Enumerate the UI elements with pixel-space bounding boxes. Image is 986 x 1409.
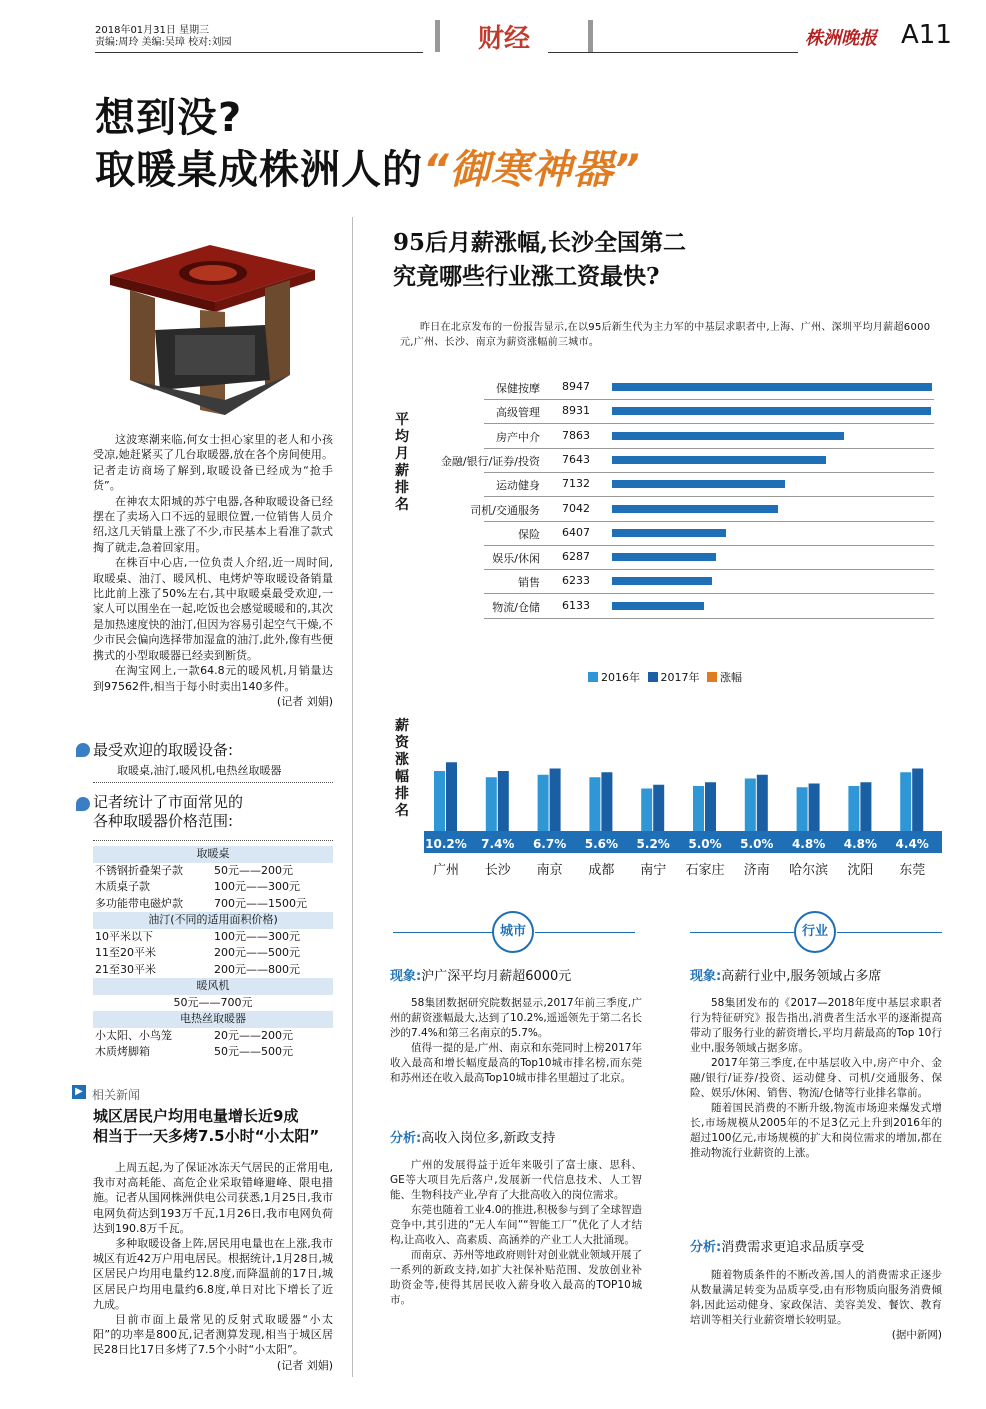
bar-2016 <box>538 775 549 831</box>
salary-bar <box>612 480 785 488</box>
price-category: 电热丝取暖器 <box>93 1011 333 1028</box>
row-rule <box>484 423 934 424</box>
price-category: 油汀(不同的适用面积价格) <box>93 912 333 929</box>
growth-pct-label: 4.8% <box>843 837 878 851</box>
price-table <box>93 846 333 1061</box>
price-row <box>93 896 333 913</box>
salary-bar <box>612 602 704 610</box>
bar-2017 <box>653 785 664 831</box>
column-divider <box>352 217 353 1377</box>
related-news-body <box>93 1160 333 1373</box>
city-label: 石家庄 <box>685 863 725 878</box>
related-title-line2: 相当于一天多烤7.5小时“小太阳” <box>93 1127 320 1145</box>
bar-2016 <box>589 777 600 831</box>
body-paragraph: 随着国民消费的不断升级,物流市场迎来爆发式增长,市场规模从2005年的不足3亿元上升到2016年的超过100亿元,市场规模的扩大和岗位需求的增加,都在推动物流行业薪资的上涨。 <box>690 1102 942 1159</box>
row-rule <box>484 472 934 473</box>
price-name: 21至30平米 <box>95 962 156 976</box>
price-value: 700元——1500元 <box>214 896 307 910</box>
legend-label: 2017年 <box>660 671 700 684</box>
price-row <box>93 1044 333 1061</box>
related-title-line1: 城区居民户均用电量增长近9成 <box>93 1107 299 1125</box>
bar-2017 <box>446 762 457 831</box>
heading-text: 消费需求更追求品质享受 <box>721 1240 865 1255</box>
header-meta <box>95 25 231 49</box>
chart1-ylabel: 平均月薪排名 <box>395 412 409 513</box>
bar-2016 <box>900 772 911 831</box>
salary-category-label: 销售 <box>518 576 540 590</box>
growth-pct-label: 5.0% <box>688 837 722 851</box>
city-label: 长沙 <box>484 863 511 878</box>
industry-tag: 行业 <box>794 911 836 953</box>
salary-bar-row <box>410 500 940 524</box>
headline-accent: “御寒神器” <box>423 147 641 193</box>
salary-value-label: 8947 <box>562 380 590 393</box>
salary-value-label: 8931 <box>562 404 590 418</box>
bar-2017 <box>757 775 768 831</box>
growth-bar-chart <box>424 680 942 880</box>
row-rule <box>484 496 934 497</box>
salary-title-line1: 95后月薪涨幅,长沙全国第二 <box>393 229 687 256</box>
news-paragraph: 目前市面上最常见的反射式取暖器“小太阳”的功率是800瓦,记者测算发现,相当于城区居民28日比17日多烤了7.5个小时“小太阳”。 <box>93 1313 333 1357</box>
news-paragraph: 上周五起,为了保证冰冻天气居民的正常用电,我市对高耗能、高危企业采取错峰避峰、限电措施。记者从国网株洲供电公司获悉,1月25日,我市电网负荷达到193万千瓦,1月26日,我市电网负荷达到190.8万千瓦。 <box>93 1161 333 1235</box>
salary-bar <box>612 432 844 440</box>
industry-credit: (据中新网) <box>891 1329 942 1341</box>
growth-pct-label: 4.8% <box>791 837 826 851</box>
body-paragraph: 值得一提的是,广州、南京和东莞同时上榜2017年收入最高和增长幅度最高的Top10城市排名榜,而东莞和苏州还在收入最高Top10城市排名里超过了北京。 <box>390 1042 642 1084</box>
salary-bar <box>612 407 931 415</box>
bar-2017 <box>550 769 561 832</box>
growth-pct-label: 4.4% <box>895 837 929 851</box>
city-label: 南宁 <box>640 863 667 878</box>
issue-date: 2018年01月31日 星期三 <box>95 25 210 36</box>
price-value: 20元——200元 <box>214 1028 293 1042</box>
salary-bar <box>612 505 778 513</box>
salary-value-label: 7042 <box>562 501 590 515</box>
headline-line2-prefix: 取暖桌成株洲人的 <box>95 147 423 193</box>
salary-bar-row <box>410 427 940 451</box>
related-news-title <box>93 1106 319 1146</box>
price-title-line1: 记者统计了市面常见的 <box>93 793 244 811</box>
headline-line1: 想到没? <box>95 95 243 141</box>
body-paragraph: 58集团发布的《2017—2018年度中基层求职者行为特征研究》报告指出,消费者生活水平的逐渐提高带动了服务行业的薪资增长,平均月薪最高的Top 10行业中,服务领域占据多席。 <box>690 997 942 1054</box>
price-name: 10平米以下 <box>95 929 153 943</box>
salary-bar-row <box>410 451 940 475</box>
salary-value-label: 6233 <box>562 574 590 588</box>
body-paragraph: 广州的发展得益于近年来吸引了富士康、思科、GE等大项目先后落户,发展新一代信息技术、人工智能、生物科技产业,孕育了大批高收入的岗位需求。 <box>390 1159 642 1201</box>
section-name: 财经 <box>478 24 531 54</box>
industry-phenomenon-body <box>690 996 942 1161</box>
salary-intro: 昨日在北京发布的一份报告显示,在以95后新生代为主力军的中基层求职者中,上海、广州、深圳平均月薪超6000元,广州、长沙、南京为薪资涨幅前三城市。 <box>400 322 931 348</box>
growth-pct-label: 10.2% <box>425 837 467 851</box>
price-value: 100元——300元 <box>214 880 300 893</box>
news-paragraph: 多种取暖设备上阵,居民用电量也在上涨,我市城区有近42万户用电居民。根据统计,1月28日,城区居民户均用电量约12.8度,而降温前的17日,城区居民户均用电量约6.8度,单日对比下增长了近九成。 <box>93 1237 333 1311</box>
growth-pct-label: 5.0% <box>740 837 774 851</box>
salary-value-label: 7132 <box>562 477 590 491</box>
industry-tag-rule <box>837 932 942 933</box>
city-analysis-body <box>390 1158 642 1308</box>
newspaper-logo: 株洲晚报 <box>805 28 877 49</box>
divider <box>93 840 333 841</box>
city-label: 哈尔滨 <box>789 863 829 878</box>
row-rule <box>484 399 934 400</box>
bar-2017 <box>809 784 820 832</box>
row-rule <box>484 593 934 594</box>
salary-bar-row <box>410 524 940 548</box>
price-name: 小太阳、小鸟笼 <box>95 1028 172 1042</box>
row-rule <box>484 618 934 619</box>
salary-bar-row <box>410 548 940 572</box>
price-row <box>93 962 333 979</box>
salary-category-label: 司机/交通服务 <box>470 503 540 517</box>
header-rule-left <box>95 52 423 53</box>
bar-2017 <box>601 772 612 831</box>
salary-bar <box>612 383 932 391</box>
city-tag: 城市 <box>492 911 534 953</box>
article-paragraph: 这波寒潮来临,何女士担心家里的老人和小孩受凉,她赶紧买了几台取暖器,放在各个房间使用。记者走访商场了解到,取暖设备已经成为“抢手货”。 <box>93 433 333 493</box>
chart2-ylabel: 薪资涨幅排名 <box>395 718 409 819</box>
bar-2016 <box>486 777 497 831</box>
headline <box>95 92 641 196</box>
salary-category-label: 金融/银行/证券/投资 <box>440 454 540 468</box>
city-phenomenon-body <box>390 996 642 1086</box>
salary-value-label: 7863 <box>562 428 590 442</box>
salary-bar-row <box>410 572 940 596</box>
city-phenomenon-heading <box>390 965 571 984</box>
price-value: 100元——300元 <box>214 929 300 943</box>
heading-text: 高收入岗位多,新政支持 <box>421 1131 556 1146</box>
article-paragraph: 在淘宝网上,一款64.8元的暖风机,月销量达到97562件,相当于每小时卖出140多件。 <box>93 664 333 693</box>
bar-2017 <box>912 769 923 832</box>
industry-analysis-body <box>690 1268 942 1343</box>
article-paragraph: 在株百中心店,一位负责人介绍,近一周时间,取暖桌、油汀、暖风机、电烤炉等取暖设备销量比此前上涨了50%左右,其中取暖桌最受欢迎,一家人可以围坐在一起,吃饭也会感觉暖暖和的,其次是加热速度快的油汀,但因为容易引起空气干燥,不少市民会偏向选择带加湿盒的油汀,此外,像有些便携式的小型取暖器已经卖到断货。 <box>93 556 333 662</box>
heading-label: 现象: <box>390 969 422 984</box>
heater-table-photo <box>105 240 320 420</box>
city-tag-rule <box>393 932 493 933</box>
bar-2017 <box>705 782 716 831</box>
price-row <box>93 863 333 880</box>
bar-2016 <box>434 771 445 831</box>
growth-pct-label: 6.7% <box>532 837 567 851</box>
heading-label: 现象: <box>690 969 722 984</box>
bar-2016 <box>797 787 808 831</box>
header-bar-left <box>435 20 440 52</box>
heading-label: 分析: <box>390 1131 422 1146</box>
related-news-tag: 相关新闻 <box>92 1088 141 1102</box>
salary-value-label: 7643 <box>562 452 590 466</box>
speech-bubble-icon <box>76 743 90 757</box>
salary-bar <box>612 529 726 537</box>
price-category: 暖风机 <box>93 978 333 995</box>
industry-phenomenon-heading <box>690 965 881 984</box>
popular-items: 取暖桌,油汀,暖风机,电热丝取暖器 <box>117 764 282 777</box>
price-row <box>93 879 333 896</box>
city-label: 成都 <box>588 863 615 878</box>
city-analysis-heading <box>390 1127 555 1146</box>
bar-2017 <box>860 782 871 831</box>
salary-bar <box>612 553 716 561</box>
city-label: 广州 <box>432 863 460 878</box>
price-category: 取暖桌 <box>93 846 333 863</box>
city-label: 南京 <box>536 863 563 878</box>
bar-2017 <box>498 771 509 831</box>
salary-category-label: 娱乐/休闲 <box>492 552 540 566</box>
legend-label: 2016年 <box>601 671 640 684</box>
body-paragraph: 东莞也随着工业4.0的推进,积极参与到了全球智造竞争中,其引进的“无人车间”“智能工厂”优化了人才结构,让高收入、高素质、高涵养的产业工人大批涌现。 <box>390 1204 642 1246</box>
heading-text: 沪广深平均月薪超6000元 <box>421 969 572 984</box>
salary-article-title <box>393 226 686 294</box>
price-title <box>93 793 243 831</box>
article-paragraph: 在神农太阳城的苏宁电器,各种取暖设备已经摆在了卖场入口不远的显眼位置,一位销售人员介绍,这几天销量上涨了不少,市民基本上看准了款式掏了就走,急着回家用。 <box>93 494 333 554</box>
salary-category-label: 保险 <box>518 527 540 541</box>
price-title-line2: 各种取暖器价格范围: <box>93 812 234 830</box>
popular-title: 最受欢迎的取暖设备: <box>93 741 234 759</box>
heading-text: 高薪行业中,服务领域占多席 <box>721 969 882 984</box>
header-bar-right <box>588 20 593 52</box>
editor-credits: 责编:周玲 美编:吴璋 校对:刘园 <box>95 37 232 48</box>
bar-2016 <box>745 779 756 832</box>
salary-bar-row <box>410 475 940 499</box>
salary-bar <box>612 577 712 585</box>
row-rule <box>484 521 934 522</box>
body-paragraph: 58集团数据研究院数据显示,2017年前三季度,广州的薪资涨幅最大,达到了10.2%,遥遥领先于第二名长沙的7.4%和第三名南京的5.7%。 <box>390 997 642 1039</box>
price-name: 木质烤脚箱 <box>95 1045 150 1058</box>
growth-pct-label: 7.4% <box>481 837 515 851</box>
heading-label: 分析: <box>690 1240 722 1255</box>
row-rule <box>484 569 934 570</box>
heater-article <box>93 432 333 709</box>
salary-bar-chart <box>410 378 940 623</box>
price-value: 50元——500元 <box>214 1045 293 1058</box>
price-row <box>93 995 333 1012</box>
price-row <box>93 945 333 962</box>
price-name: 多功能带电磁炉款 <box>95 896 183 910</box>
salary-category-label: 运动健身 <box>496 479 540 493</box>
price-name: 11至20平米 <box>95 946 156 959</box>
price-value: 50元——200元 <box>214 863 293 877</box>
news-credit: (记者 刘娟) <box>276 1358 333 1372</box>
body-paragraph: 随着物质条件的不断改善,国人的消费需求正逐步从数量满足转变为品质享受,由有形物质向服务消费倾斜,因此运动健身、家政保洁、美容美发、餐饮、教育培训等相关行业薪资增长较明显。 <box>690 1269 942 1326</box>
salary-category-label: 高级管理 <box>496 406 540 420</box>
row-rule <box>484 545 934 546</box>
salary-bar-row <box>410 378 940 402</box>
growth-pct-label: 5.6% <box>584 837 619 851</box>
bar-2016 <box>641 789 652 832</box>
city-tag-rule <box>535 932 635 933</box>
salary-bar-row <box>410 597 940 621</box>
price-value: 200元——500元 <box>214 946 300 959</box>
salary-category-label: 房产中介 <box>496 430 540 444</box>
salary-bar <box>612 456 826 464</box>
body-paragraph: 2017年第三季度,在中基层收入中,房产中介、金融/银行/证券/投资、运动健身、司机/交通服务、保险、娱乐/休闲、销售、物流/仓储等行业排名靠前。 <box>690 1057 942 1099</box>
bar-2016 <box>693 786 704 831</box>
divider <box>93 782 333 783</box>
salary-value-label: 6133 <box>562 598 590 612</box>
industry-analysis-heading <box>690 1236 864 1255</box>
speech-bubble-icon <box>76 797 90 811</box>
price-row <box>93 929 333 946</box>
salary-title-line2: 究竟哪些行业涨工资最快? <box>393 263 660 290</box>
industry-tag-rule <box>690 932 795 933</box>
price-value: 200元——800元 <box>214 962 300 976</box>
related-arrow-icon: ▶ <box>72 1085 86 1099</box>
growth-pct-label: 5.2% <box>636 837 670 851</box>
row-rule <box>484 448 934 449</box>
price-row <box>93 1028 333 1045</box>
body-paragraph: 而南京、苏州等地政府则针对创业就业领域开展了一系列的新政支持,如扩大社保补贴范围、发放创业补助资金等,使得其居民收入薪身收入最高的TOP10城市。 <box>390 1249 642 1306</box>
page-number: A11 <box>901 20 952 50</box>
headline-line2 <box>95 144 641 196</box>
city-label: 济南 <box>743 863 770 878</box>
price-value: 50元——700元 <box>173 995 253 1009</box>
city-label: 东莞 <box>899 863 926 878</box>
header-rule-right <box>548 52 798 53</box>
article-credit: (记者 刘娟) <box>276 694 333 708</box>
salary-value-label: 6287 <box>562 550 590 564</box>
salary-category-label: 物流/仓储 <box>492 600 540 614</box>
salary-category-label: 保健按摩 <box>496 382 540 395</box>
legend-label: 涨幅 <box>720 671 742 684</box>
salary-bar-row <box>410 402 940 426</box>
price-name: 不锈钢折叠架子款 <box>95 863 183 877</box>
bar-2016 <box>848 786 859 831</box>
price-name: 木质桌子款 <box>95 880 150 893</box>
city-label: 沈阳 <box>847 863 874 878</box>
salary-value-label: 6407 <box>562 525 590 539</box>
